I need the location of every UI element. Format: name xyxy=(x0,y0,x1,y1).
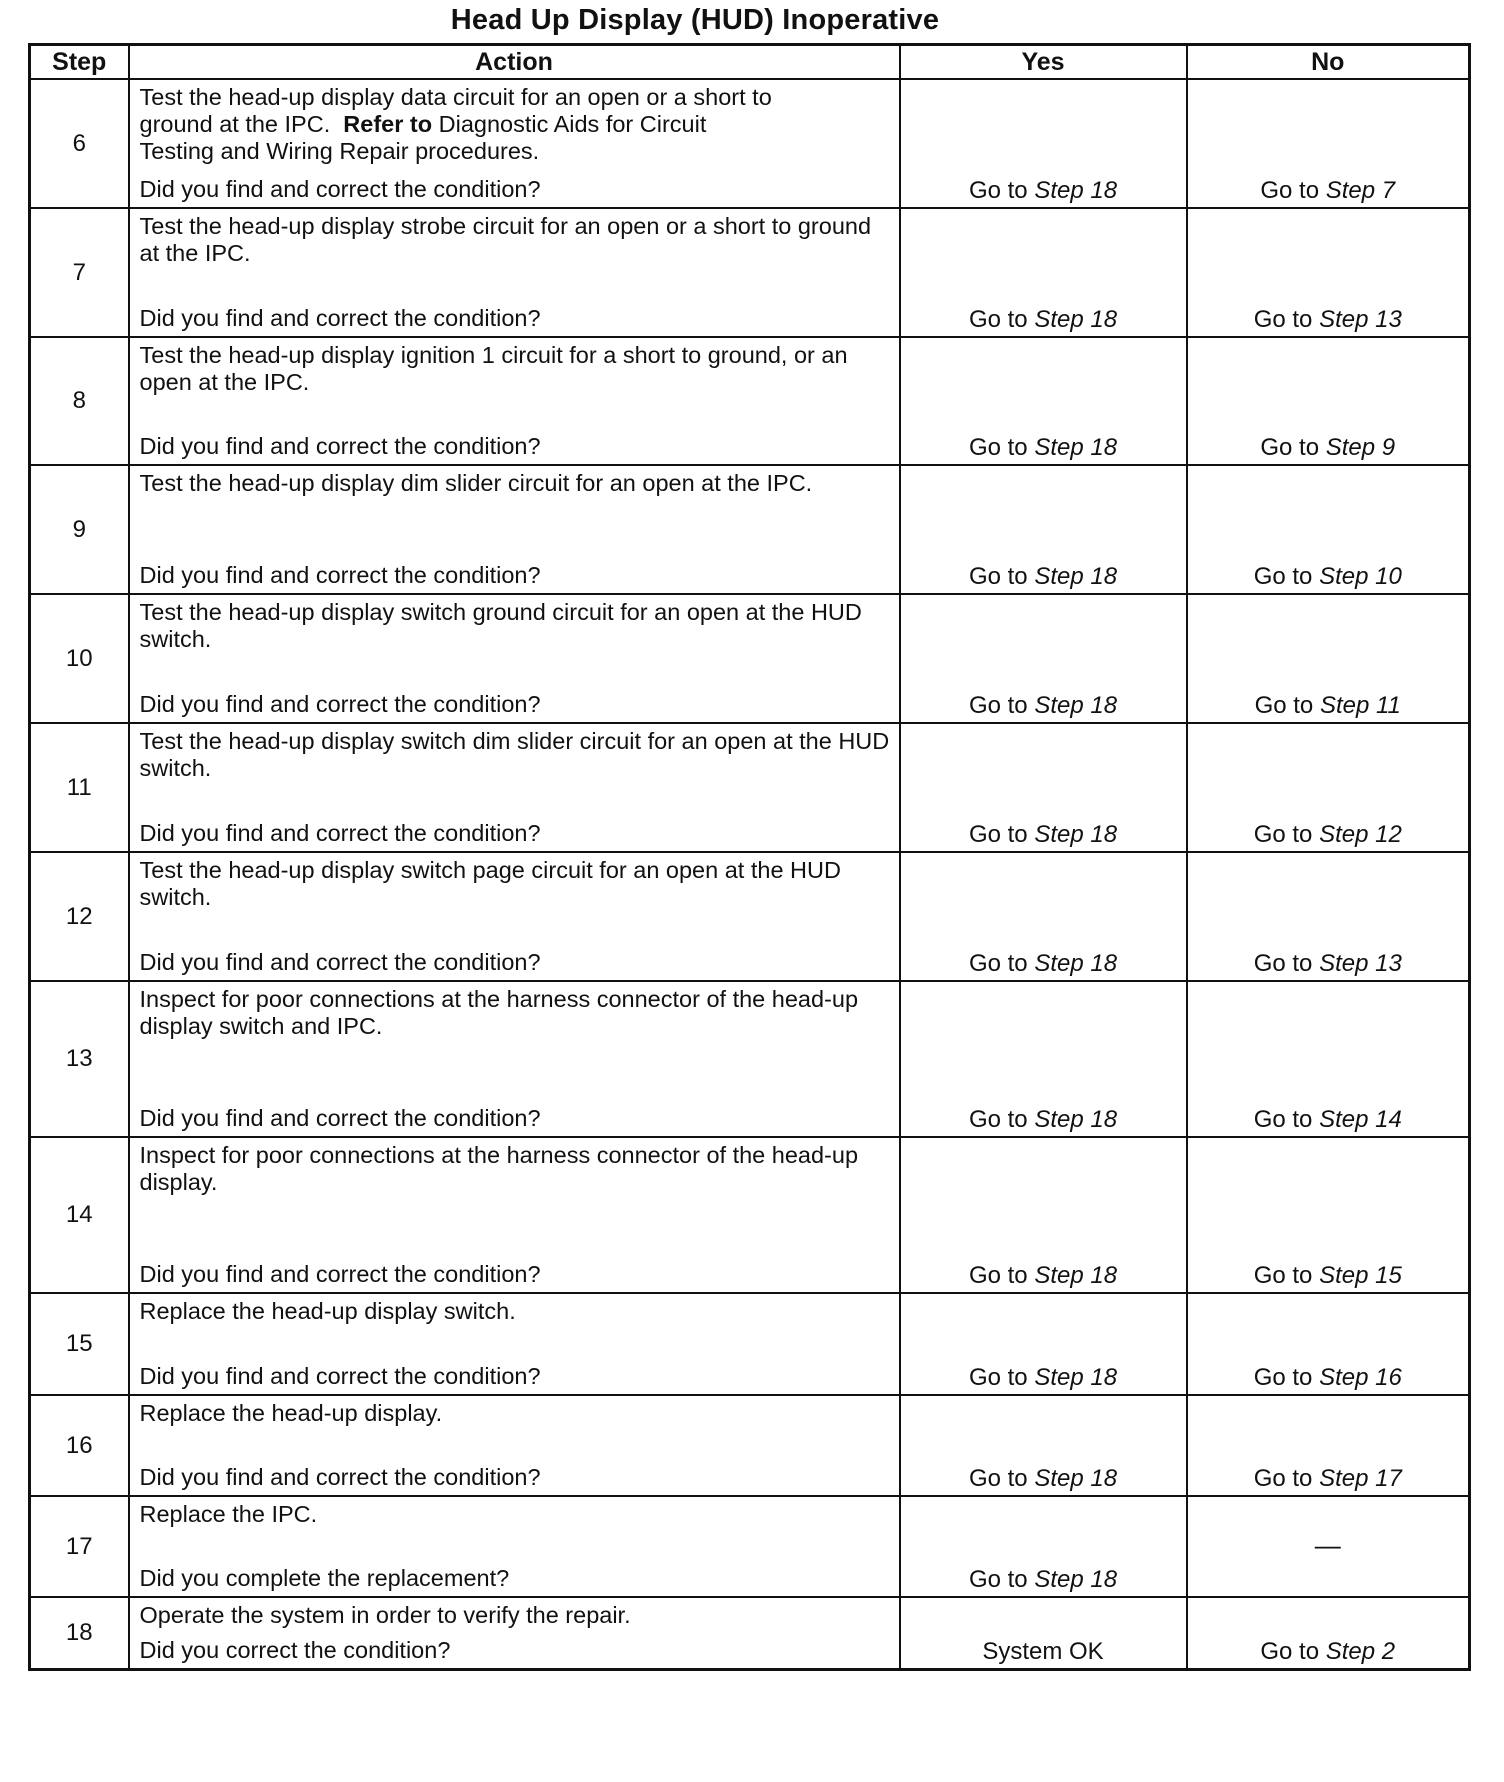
yes-cell xyxy=(900,1137,1187,1293)
no-result xyxy=(1188,306,1469,334)
no-result xyxy=(1188,692,1469,720)
step-number: 6 xyxy=(30,79,129,208)
action-cell xyxy=(129,79,900,208)
not-applicable-dash: — xyxy=(1314,1529,1341,1560)
action-question: Did you correct the condition? xyxy=(139,1636,451,1663)
no-cell xyxy=(1187,337,1470,465)
action-cell xyxy=(129,1137,900,1293)
go-to-label: Go to xyxy=(968,1465,1035,1492)
step-link[interactable]: Step 18 xyxy=(1034,1364,1118,1391)
action-text: Replace the head-up display. xyxy=(139,1400,443,1426)
go-to-label: Go to xyxy=(1253,821,1320,848)
action-cell xyxy=(129,1293,900,1395)
yes-cell xyxy=(900,852,1187,981)
step-number: 9 xyxy=(30,465,129,594)
action-question: Did you find and correct the condition? xyxy=(139,691,541,717)
no-cell xyxy=(1187,1137,1470,1293)
yes-result xyxy=(901,1106,1186,1134)
no-result xyxy=(1188,1364,1469,1392)
step-link[interactable]: Step 12 xyxy=(1319,821,1402,848)
step-number: 16 xyxy=(30,1395,129,1496)
go-to-label: Go to xyxy=(1253,1465,1320,1492)
table-row xyxy=(30,981,1470,1137)
step-link[interactable]: Step 18 xyxy=(1034,434,1118,461)
step-link[interactable]: Step 18 xyxy=(1034,1106,1118,1133)
action-cell xyxy=(129,1597,900,1669)
step-link[interactable]: Step 18 xyxy=(1034,177,1118,204)
diagnostic-table xyxy=(28,43,1471,1671)
step-link[interactable]: Step 16 xyxy=(1319,1364,1402,1391)
step-number: 11 xyxy=(30,723,129,852)
step-link[interactable]: Step 13 xyxy=(1319,306,1402,333)
go-to-label: Go to xyxy=(968,563,1035,590)
action-question: Did you find and correct the condition? xyxy=(139,433,541,459)
go-to-label: Go to xyxy=(968,821,1035,848)
yes-cell xyxy=(900,594,1187,723)
action-text: Test the head-up display strobe circuit for an open or a short to ground at the IPC. xyxy=(139,213,872,266)
go-to-label: Go to xyxy=(968,1262,1035,1289)
no-result xyxy=(1188,1638,1469,1666)
go-to-label: Go to xyxy=(968,1106,1035,1133)
yes-cell xyxy=(900,465,1187,594)
header-action: Action xyxy=(129,45,900,80)
action-line xyxy=(140,111,891,138)
action-text: Replace the head-up display switch. xyxy=(139,1298,516,1324)
action-text: Replace the IPC. xyxy=(139,1501,318,1527)
refer-text: Diagnostic Aids for Circuit xyxy=(432,111,707,137)
action-cell xyxy=(129,594,900,723)
no-result xyxy=(1188,1262,1469,1290)
go-to-label: Go to xyxy=(1260,434,1326,461)
no-cell xyxy=(1187,1395,1470,1496)
go-to-label: Go to xyxy=(1253,1364,1320,1391)
action-question: Did you complete the replacement? xyxy=(139,1565,510,1591)
action-cell xyxy=(129,852,900,981)
table-header-row xyxy=(30,45,1470,80)
step-link[interactable]: Step 13 xyxy=(1319,950,1402,977)
header-step: Step xyxy=(30,45,129,80)
no-cell xyxy=(1187,208,1470,337)
action-text: Test the head-up display ignition 1 circuit for a short to ground, or an open at the IPC. xyxy=(139,342,848,395)
action-cell xyxy=(129,1496,900,1597)
yes-cell xyxy=(900,1395,1187,1496)
refer-label: Refer to xyxy=(343,111,433,137)
no-cell xyxy=(1187,1597,1470,1669)
yes-cell xyxy=(900,208,1187,337)
no-cell xyxy=(1187,723,1470,852)
step-number: 7 xyxy=(30,208,129,337)
yes-cell xyxy=(900,337,1187,465)
yes-cell xyxy=(900,1597,1187,1669)
step-number: 13 xyxy=(30,981,129,1137)
yes-result xyxy=(901,1364,1186,1392)
action-question: Did you find and correct the condition? xyxy=(139,562,541,588)
no-result xyxy=(1188,563,1469,591)
step-link[interactable]: Step 18 xyxy=(1034,821,1118,848)
action-text: Test the head-up display switch page circuit for an open at the HUD switch. xyxy=(139,857,841,910)
step-link[interactable]: Step 18 xyxy=(1034,950,1118,977)
action-line-text: ground at the IPC. xyxy=(139,111,344,137)
no-cell xyxy=(1187,79,1470,208)
header-yes: Yes xyxy=(900,45,1187,80)
no-cell xyxy=(1187,981,1470,1137)
table-row xyxy=(30,723,1470,852)
action-cell xyxy=(129,465,900,594)
go-to-label: Go to xyxy=(1254,692,1320,719)
yes-result xyxy=(901,563,1186,591)
go-to-label: Go to xyxy=(1260,1637,1326,1665)
action-question: Did you find and correct the condition? xyxy=(139,820,541,846)
go-to-label: Go to xyxy=(968,692,1035,719)
no-result xyxy=(1188,1465,1469,1493)
table-row xyxy=(30,1293,1470,1395)
no-cell xyxy=(1187,1496,1470,1597)
go-to-label: Go to xyxy=(1260,177,1326,204)
action-question: Did you find and correct the condition? xyxy=(139,305,541,331)
yes-result xyxy=(901,306,1186,334)
no-cell xyxy=(1187,852,1470,981)
go-to-label: Go to xyxy=(968,434,1035,461)
yes-result xyxy=(901,692,1186,720)
yes-result xyxy=(901,1566,1186,1594)
action-text: Test the head-up display dim slider circuit for an open at the IPC. xyxy=(139,470,813,496)
go-to-label: Go to xyxy=(1253,1262,1320,1289)
yes-result xyxy=(901,821,1186,849)
action-text: Test the head-up display switch dim slider circuit for an open at the HUD switch. xyxy=(139,728,890,781)
action-question: Did you find and correct the condition? xyxy=(139,949,541,975)
yes-result xyxy=(901,950,1186,978)
step-link[interactable]: Step 9 xyxy=(1325,434,1396,461)
action-cell xyxy=(129,981,900,1137)
step-number: 12 xyxy=(30,852,129,981)
action-cell xyxy=(129,337,900,465)
action-text: Inspect for poor connections at the harness connector of the head-up display switch and IPC. xyxy=(139,986,859,1039)
no-result xyxy=(1188,950,1469,978)
no-cell xyxy=(1187,465,1470,594)
go-to-label: Go to xyxy=(968,177,1035,204)
table-row xyxy=(30,1496,1470,1597)
action-question: Did you find and correct the condition? xyxy=(139,1105,541,1131)
no-cell xyxy=(1187,1293,1470,1395)
no-result xyxy=(1188,434,1469,462)
yes-result xyxy=(901,1465,1186,1493)
yes-result xyxy=(901,177,1186,205)
no-result xyxy=(1188,177,1469,205)
go-to-label: Go to xyxy=(968,1566,1035,1593)
yes-cell xyxy=(900,79,1187,208)
step-number: 14 xyxy=(30,1137,129,1293)
step-link[interactable]: Step 2 xyxy=(1325,1637,1396,1665)
step-link[interactable]: Step 18 xyxy=(1034,563,1118,590)
yes-cell xyxy=(900,981,1187,1137)
no-cell xyxy=(1187,594,1470,723)
action-question: Did you find and correct the condition? xyxy=(139,176,541,202)
table-row xyxy=(30,594,1470,723)
header-no: No xyxy=(1187,45,1470,80)
go-to-label: Go to xyxy=(1253,306,1320,333)
table-row xyxy=(30,337,1470,465)
go-to-label: Go to xyxy=(968,950,1035,977)
yes-cell xyxy=(900,1496,1187,1597)
step-link[interactable]: Step 18 xyxy=(1034,1465,1118,1492)
yes-cell xyxy=(900,1293,1187,1395)
go-to-label: Go to xyxy=(1253,1106,1320,1133)
go-to-label: Go to xyxy=(968,306,1035,333)
action-text: Inspect for poor connections at the harness connector of the head-up display. xyxy=(139,1142,859,1195)
step-link[interactable]: Step 18 xyxy=(1034,1566,1118,1593)
no-result xyxy=(1188,821,1469,849)
step-number: 18 xyxy=(30,1597,129,1669)
action-cell xyxy=(129,208,900,337)
step-number: 15 xyxy=(30,1293,129,1395)
action-text: Test the head-up display switch ground circuit for an open at the HUD switch. xyxy=(139,599,862,652)
no-result xyxy=(1188,1106,1469,1134)
action-cell xyxy=(129,723,900,852)
step-number: 8 xyxy=(30,337,129,465)
table-row xyxy=(30,1137,1470,1293)
action-text: Operate the system in order to verify the repair. xyxy=(139,1602,631,1628)
action-line: Testing and Wiring Repair procedures. xyxy=(139,138,540,164)
page-title: Head Up Display (HUD) Inoperative xyxy=(450,4,940,36)
step-link[interactable]: Step 18 xyxy=(1034,306,1118,333)
table-row xyxy=(30,852,1470,981)
yes-cell xyxy=(900,723,1187,852)
step-link[interactable]: Step 7 xyxy=(1325,177,1396,204)
step-link[interactable]: Step 18 xyxy=(1034,1262,1118,1289)
action-cell xyxy=(129,1395,900,1496)
go-to-label: Go to xyxy=(968,1364,1035,1391)
table-row xyxy=(30,208,1470,337)
yes-result: System OK xyxy=(982,1637,1104,1665)
step-link[interactable]: Step 10 xyxy=(1319,563,1402,590)
go-to-label: Go to xyxy=(1253,563,1320,590)
action-text xyxy=(140,84,891,165)
yes-result xyxy=(901,434,1186,462)
table-row xyxy=(30,79,1470,208)
table-row xyxy=(30,1395,1470,1496)
action-question: Did you find and correct the condition? xyxy=(139,1464,541,1490)
step-link[interactable]: Step 15 xyxy=(1319,1262,1402,1289)
table-row xyxy=(30,1597,1470,1669)
step-link[interactable]: Step 11 xyxy=(1319,692,1401,719)
step-link[interactable]: Step 17 xyxy=(1319,1465,1402,1492)
action-question: Did you find and correct the condition? xyxy=(139,1363,541,1389)
yes-result xyxy=(901,1262,1186,1290)
step-link[interactable]: Step 18 xyxy=(1034,692,1118,719)
go-to-label: Go to xyxy=(1253,950,1320,977)
table-row xyxy=(30,465,1470,594)
action-line: Test the head-up display data circuit for an open or a short to xyxy=(139,84,772,110)
step-number: 10 xyxy=(30,594,129,723)
action-question: Did you find and correct the condition? xyxy=(139,1261,541,1287)
step-link[interactable]: Step 14 xyxy=(1319,1106,1402,1133)
step-number: 17 xyxy=(30,1496,129,1597)
